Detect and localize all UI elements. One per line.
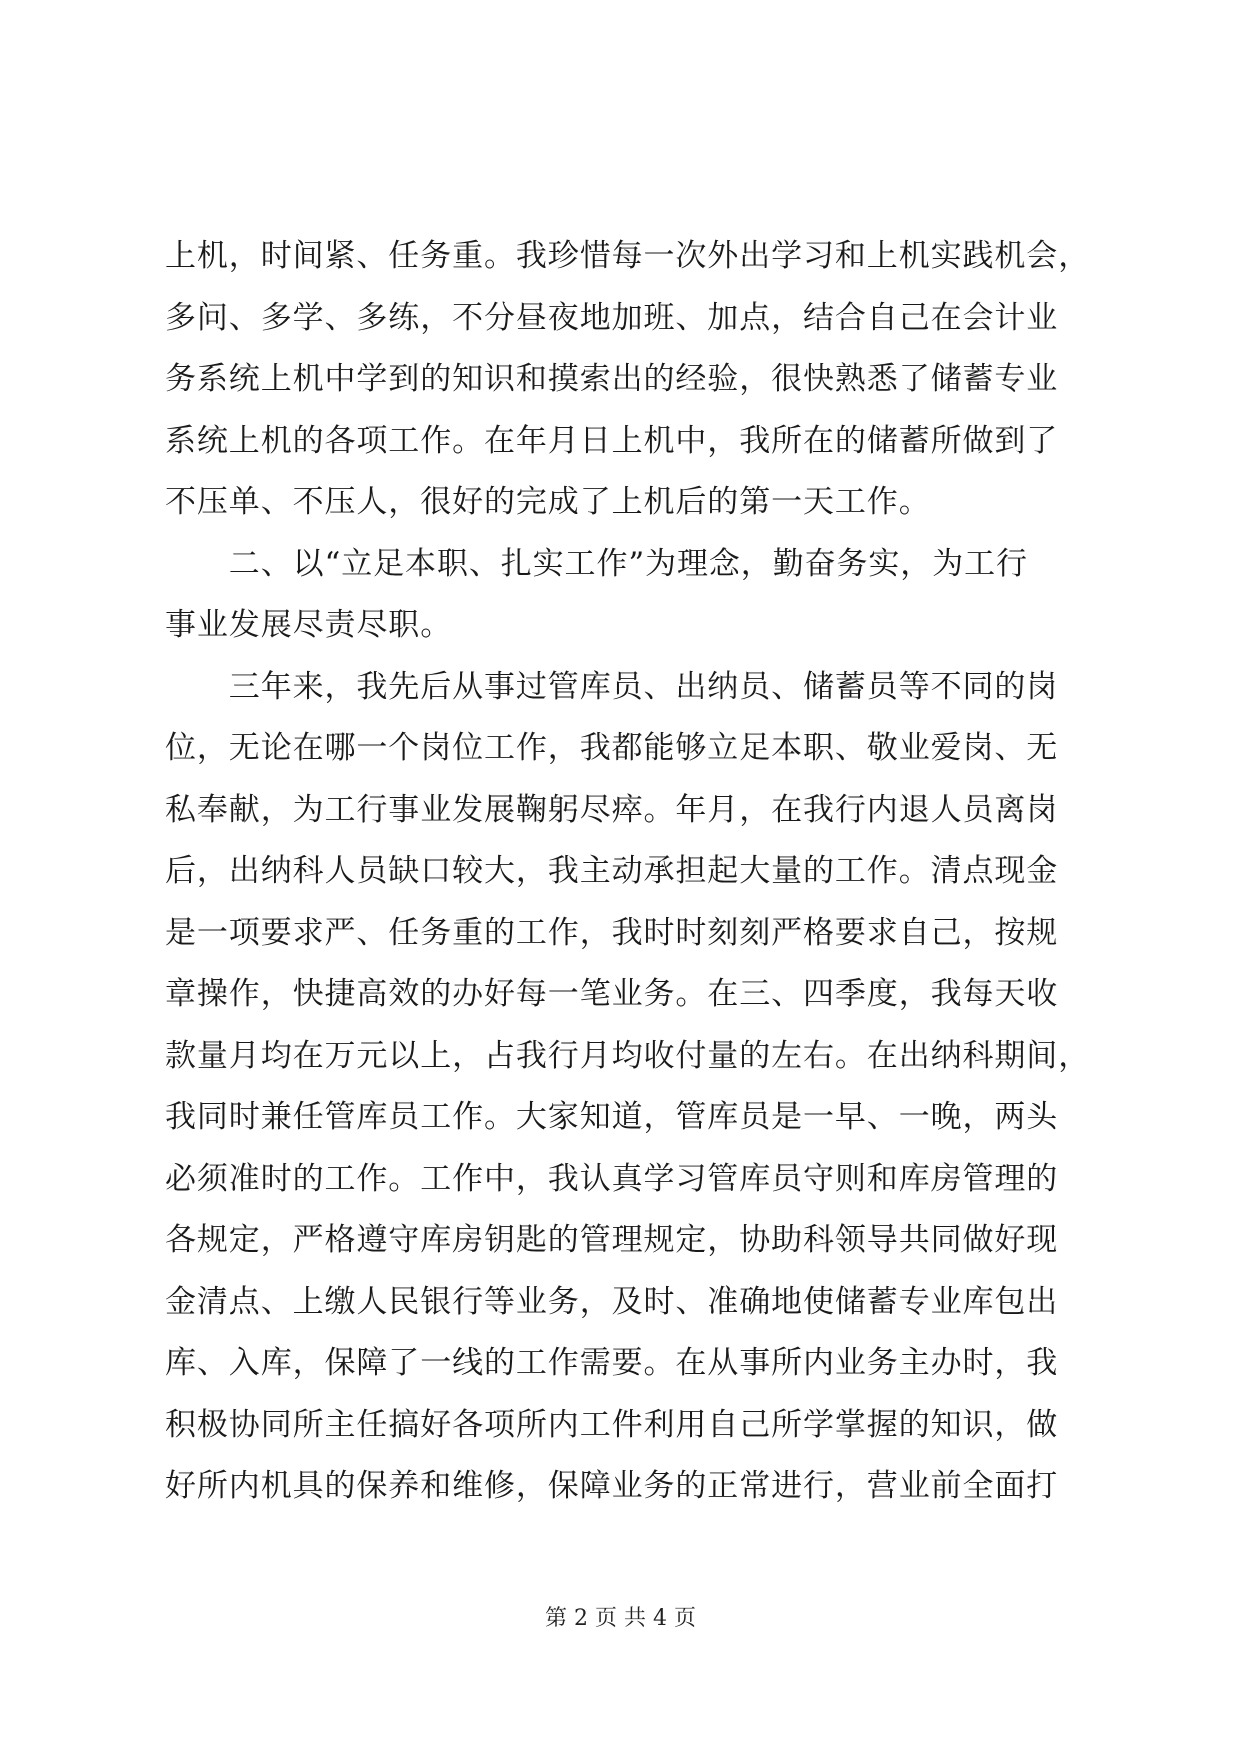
text-line-15: 我同时兼任管库员工作。大家知道，管库员是一早、一晚，两头 [165,1099,1059,1135]
text-line-2: 多问、多学、多练，不分昼夜地加班、加点，结合自己在会计业 [165,299,1059,336]
text-line-19: 库、入库，保障了一线的工作需要。在从事所内业务主办时，我 [165,1345,1059,1381]
text-line-13: 章操作，快捷高效的办好每一笔业务。在三、四季度，我每天收 [165,976,1059,1012]
text-line-18: 金清点、上缴人民银行等业务，及时、准确地使储蓄专业库包出 [165,1283,1059,1320]
text-line-9: 位，无论在哪一个岗位工作，我都能够立足本职、敬业爱岗、无 [165,730,1059,766]
text-line-12: 是一项要求严、任务重的工作，我时时刻刻严格要求自己，按规 [165,914,1059,951]
text-line-4: 系统上机的各项工作。在年月日上机中，我所在的储蓄所做到了 [165,422,1059,459]
text-line-8: 三年来，我先后从事过管库员、出纳员、储蓄员等不同的岗 [165,668,1059,705]
body-text [165,226,1091,1518]
text-line-5: 不压单、不压人，很好的完成了上机后的第一天工作。 [165,484,931,520]
text-line-7: 事业发展尽责尽职。 [165,607,453,643]
text-line-14: 款量月均在万元以上，占我行月均收付量的左右。在出纳科期间， [165,1037,1091,1074]
text-line-3: 务系统上机中学到的知识和摸索出的经验，很快熟悉了储蓄专业 [165,361,1059,397]
text-line-16: 必须准时的工作。工作中，我认真学习管库员守则和库房管理的 [165,1160,1059,1197]
text-line-1: 上机，时间紧、任务重。我珍惜每一次外出学习和上机实践机会， [165,238,1091,274]
text-line-11: 后，出纳科人员缺口较大，我主动承担起大量的工作。清点现金 [165,853,1059,889]
text-line-17: 各规定，严格遵守库房钥匙的管理规定，协助科领导共同做好现 [165,1222,1059,1258]
text-line-20: 积极协同所主任搞好各项所内工件利用自己所学掌握的知识，做 [165,1406,1059,1443]
text-line-10: 私奉献，为工行事业发展鞠躬尽瘁。年月，在我行内退人员离岗 [165,791,1059,828]
text-line-21: 好所内机具的保养和维修，保障业务的正常进行，营业前全面打 [165,1468,1059,1504]
page-footer: 第 2 页 共 4 页 [545,1606,696,1631]
text-line-6: 二、以“立足本职、扎实工作”为理念，勤奋务实，为工行 [165,545,1028,582]
